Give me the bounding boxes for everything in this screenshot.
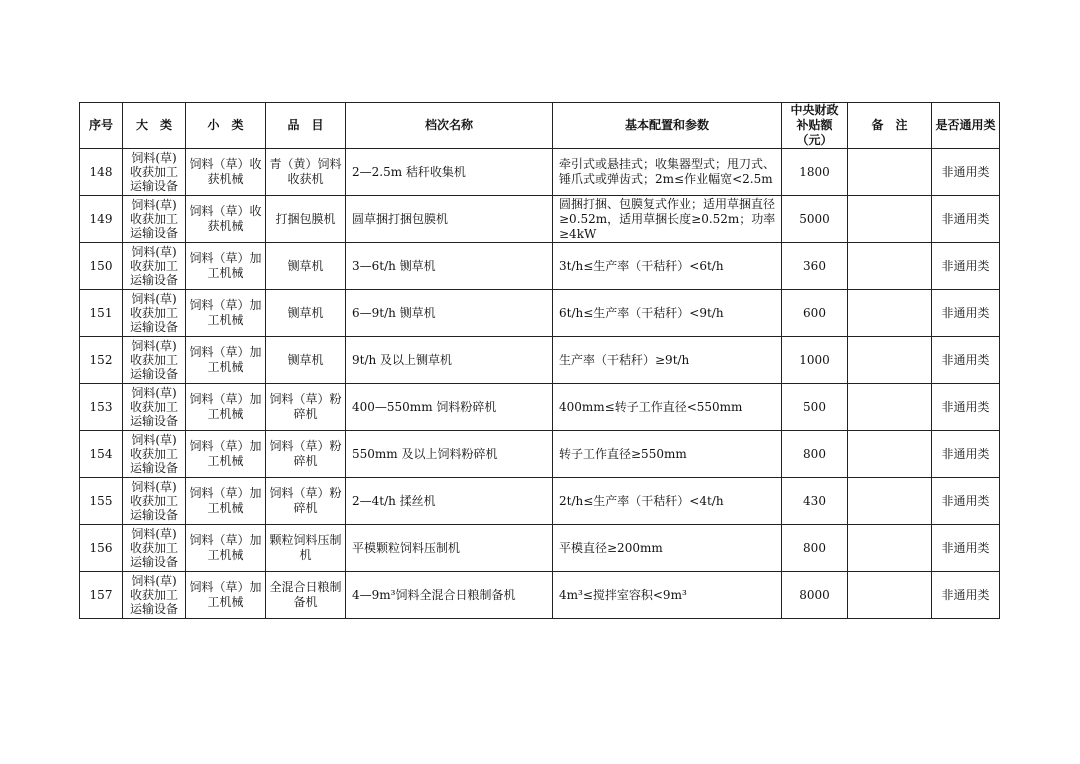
cell-general: 非通用类 [932,431,1000,478]
cell-minor: 饲料（草）加工机械 [186,384,266,431]
cell-item: 铡草机 [266,243,346,290]
header-cell: 中央财政补贴额（元） [782,103,848,149]
cell-general: 非通用类 [932,196,1000,243]
cell-config: 生产率（干秸秆）≥9t/h [553,337,782,384]
cell-grade: 9t/h 及以上铡草机 [346,337,553,384]
cell-minor: 饲料（草）加工机械 [186,431,266,478]
cell-major: 饲料(草)收获加工运输设备 [123,384,186,431]
cell-major: 饲料(草)收获加工运输设备 [123,196,186,243]
cell-grade: 3—6t/h 铡草机 [346,243,553,290]
table-row [80,431,1000,478]
cell-no: 157 [80,572,123,619]
cell-no: 155 [80,478,123,525]
table-header-row [80,103,1000,149]
cell-item: 饲料（草）粉碎机 [266,384,346,431]
cell-subsidy: 800 [782,431,848,478]
cell-grade: 平模颗粒饲料压制机 [346,525,553,572]
cell-grade: 6—9t/h 铡草机 [346,290,553,337]
cell-remark [848,243,932,290]
cell-config: 4m³≤搅拌室容积<9m³ [553,572,782,619]
cell-remark [848,525,932,572]
cell-item: 饲料（草）粉碎机 [266,478,346,525]
cell-subsidy: 1000 [782,337,848,384]
cell-config: 400mm≤转子工作直径<550mm [553,384,782,431]
cell-config: 转子工作直径≥550mm [553,431,782,478]
cell-subsidy: 8000 [782,572,848,619]
cell-subsidy: 1800 [782,149,848,196]
cell-item: 铡草机 [266,337,346,384]
cell-subsidy: 800 [782,525,848,572]
cell-major: 饲料(草)收获加工运输设备 [123,431,186,478]
cell-no: 154 [80,431,123,478]
header-cell: 品 目 [266,103,346,149]
header-cell: 基本配置和参数 [553,103,782,149]
cell-major: 饲料(草)收获加工运输设备 [123,478,186,525]
cell-minor: 饲料（草）加工机械 [186,290,266,337]
cell-subsidy: 430 [782,478,848,525]
table-row [80,290,1000,337]
cell-major: 饲料(草)收获加工运输设备 [123,337,186,384]
cell-general: 非通用类 [932,243,1000,290]
cell-major: 饲料(草)收获加工运输设备 [123,572,186,619]
header-cell: 序号 [80,103,123,149]
table-row [80,149,1000,196]
table-row [80,196,1000,243]
cell-config: 2t/h≤生产率（干秸秆）<4t/h [553,478,782,525]
header-cell: 备 注 [848,103,932,149]
cell-subsidy: 500 [782,384,848,431]
cell-subsidy: 5000 [782,196,848,243]
cell-major: 饲料(草)收获加工运输设备 [123,149,186,196]
table-row [80,525,1000,572]
cell-no: 148 [80,149,123,196]
cell-grade: 400—550mm 饲料粉碎机 [346,384,553,431]
cell-minor: 饲料（草）加工机械 [186,478,266,525]
header-cell: 是否通用类 [932,103,1000,149]
cell-remark [848,384,932,431]
table-row [80,337,1000,384]
cell-subsidy: 360 [782,243,848,290]
cell-subsidy: 600 [782,290,848,337]
table-row [80,478,1000,525]
table-row [80,572,1000,619]
cell-config: 6t/h≤生产率（干秸秆）<9t/h [553,290,782,337]
cell-remark [848,149,932,196]
cell-remark [848,431,932,478]
cell-general: 非通用类 [932,478,1000,525]
cell-item: 全混合日粮制备机 [266,572,346,619]
cell-item: 打捆包膜机 [266,196,346,243]
header-cell: 档次名称 [346,103,553,149]
cell-config: 平模直径≥200mm [553,525,782,572]
cell-item: 青（黄）饲料收获机 [266,149,346,196]
table-row [80,243,1000,290]
cell-no: 153 [80,384,123,431]
cell-no: 150 [80,243,123,290]
cell-grade: 550mm 及以上饲料粉碎机 [346,431,553,478]
cell-minor: 饲料（草）收获机械 [186,149,266,196]
cell-general: 非通用类 [932,337,1000,384]
cell-config: 3t/h≤生产率（干秸秆）<6t/h [553,243,782,290]
header-cell: 小 类 [186,103,266,149]
cell-grade: 2—4t/h 揉丝机 [346,478,553,525]
cell-major: 饲料(草)收获加工运输设备 [123,243,186,290]
cell-no: 152 [80,337,123,384]
cell-minor: 饲料（草）加工机械 [186,243,266,290]
table-body [80,149,1000,619]
cell-grade: 圆草捆打捆包膜机 [346,196,553,243]
cell-config: 牵引式或悬挂式；收集器型式；甩刀式、锤爪式或弹齿式；2m≤作业幅宽<2.5m [553,149,782,196]
cell-general: 非通用类 [932,290,1000,337]
cell-remark [848,478,932,525]
cell-general: 非通用类 [932,384,1000,431]
cell-minor: 饲料（草）加工机械 [186,525,266,572]
cell-minor: 饲料（草）加工机械 [186,337,266,384]
cell-grade: 4—9m³饲料全混合日粮制备机 [346,572,553,619]
cell-item: 铡草机 [266,290,346,337]
table-row [80,384,1000,431]
cell-no: 156 [80,525,123,572]
cell-general: 非通用类 [932,525,1000,572]
cell-general: 非通用类 [932,572,1000,619]
cell-major: 饲料(草)收获加工运输设备 [123,290,186,337]
cell-grade: 2—2.5m 秸秆收集机 [346,149,553,196]
cell-minor: 饲料（草）加工机械 [186,572,266,619]
cell-no: 151 [80,290,123,337]
cell-item: 颗粒饲料压制机 [266,525,346,572]
cell-remark [848,337,932,384]
cell-minor: 饲料（草）收获机械 [186,196,266,243]
cell-no: 149 [80,196,123,243]
cell-item: 饲料（草）粉碎机 [266,431,346,478]
cell-major: 饲料(草)收获加工运输设备 [123,525,186,572]
cell-remark [848,572,932,619]
cell-remark [848,196,932,243]
cell-config: 圆捆打捆、包膜复式作业；适用草捆直径≥0.52m，适用草捆长度≥0.52m；功率≥4kW [553,196,782,243]
cell-remark [848,290,932,337]
header-cell: 大 类 [123,103,186,149]
cell-general: 非通用类 [932,149,1000,196]
subsidy-table [79,102,1000,619]
